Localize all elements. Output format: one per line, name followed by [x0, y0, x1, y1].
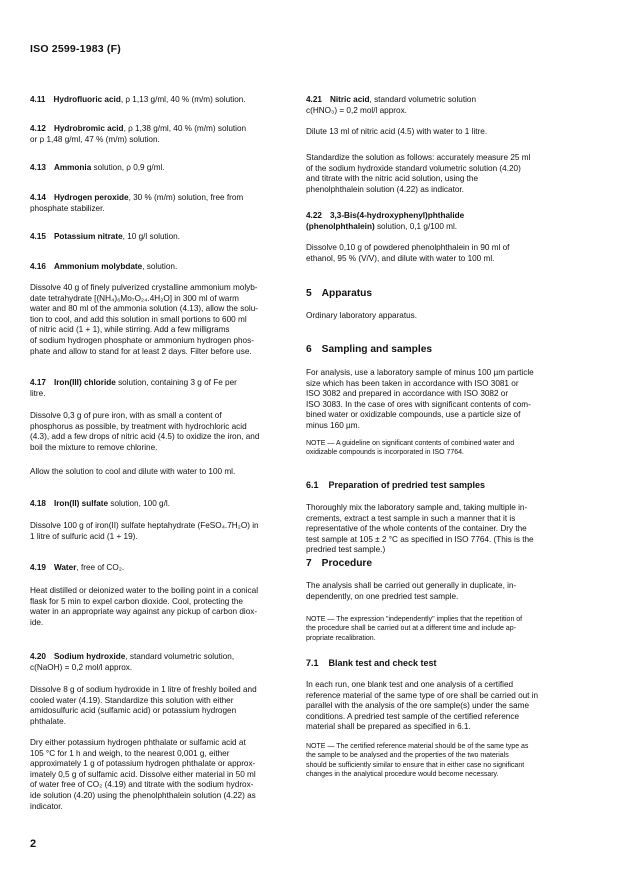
clause-4-21-body: Dilute 13 ml of nitric acid (4.5) with water to 1 litre.: [306, 127, 488, 136]
clause-4-20: 4.20 Sodium hydroxide, standard volumetric solution, c(NaOH) = 0,2 mol/l approx.: [30, 652, 235, 672]
clause-4-21: 4.21 Nitric acid, standard volumetric solution c(HNO₃) = 0,2 mol/l approx.: [306, 95, 477, 115]
clause-4-12: 4.12 Hydrobromic acid, ρ 1,38 g/ml, 40 % (m/m) solution or ρ 1,48 g/ml, 47 % (m/m) solution.: [30, 124, 247, 144]
clause-4-15: 4.15 Potassium nitrate, 10 g/l solution.: [30, 232, 180, 241]
clause-4-21-body2: Standardize the solution as follows: accurately measure 25 ml of the sodium hydroxide standard volumetric solution (4.20) and titrate with the nitric acid solution, using the phenolphthalein solution (4.22) as indicator.: [306, 153, 531, 194]
clause-4-17-body2: Allow the solution to cool and dilute with water to 100 ml.: [30, 467, 236, 476]
page-number: 2: [30, 838, 37, 850]
section-6-1-body: Thoroughly mix the laboratory sample and, taking multiple in- crements, extract a test sample in such a manner that it is representative of the whole contents of the container. Dry the test sample at 105 ± 2 °C as specified in ISO 7764. (This is the predried test sample.): [306, 503, 534, 555]
section-7-1-heading: 7.1 Blank test and check test: [306, 658, 437, 668]
clause-4-18: 4.18 Iron(II) sulfate solution, 100 g/l.: [30, 499, 170, 508]
section-6-heading: 6 Sampling and samples: [306, 344, 433, 355]
document-header: ISO 2599-1983 (F): [30, 43, 121, 55]
clause-4-22-body: Dissolve 0,10 g of powdered phenolphthalein in 90 ml of ethanol, 95 % (V/V), and dilute with water to 100 ml.: [306, 243, 510, 263]
clause-4-22: 4.22 3,3-Bis(4-hydroxyphenyl)phthalide (phenolphthalein) solution, 0,1 g/100 ml.: [306, 211, 465, 231]
section-7-note: NOTE — The expression "independently" implies that the repetition of the procedure shall be carried out at a different time and include ap- propriate recalibration.: [306, 616, 523, 642]
section-5-heading: 5 Apparatus: [306, 288, 373, 299]
section-6-note: NOTE — A guideline on significant contents of combined water and oxidizable compounds is incorporated in ISO 7764.: [306, 440, 515, 457]
clause-4-20-body2: Dry either potassium hydrogen phthalate or sulfamic acid at 105 °C for 1 h and weigh, to the nearest 0,001 g, either approximately 1 g of potassium hydrogen phthalate or approx- imately 0,5 g of sulfamic acid. Dissolve either material in 50 ml of water free of CO₂ (4.19) and titrate with the sodium hydrox- ide solution (4.20) using the phenolphthalein solution (4.22) as indicator.: [30, 738, 256, 811]
section-5-body: Ordinary laboratory apparatus.: [306, 311, 418, 320]
clause-4-14: 4.14 Hydrogen peroxide, 30 % (m/m) solution, free from phosphate stabilizer.: [30, 193, 244, 213]
clause-4-18-body: Dissolve 100 g of iron(II) sulfate heptahydrate (FeSO₄.7H₂O) in 1 litre of sulfuric acid (1 + 19).: [30, 521, 259, 541]
clause-4-17: 4.17 Iron(III) chloride solution, containing 3 g of Fe per litre.: [30, 378, 237, 398]
clause-4-16-body: Dissolve 40 g of finely pulverized crystalline ammonium molyb- date tetrahydrate [(NH₄)₆Mo₇O₂₄.4H₂O] in 300 ml of warm water and 80 ml of the ammonia solution (4.13), allow the solu- tion to cool, and add this solution in small portions to 600 ml of nitric acid (1 + 1), while stirring. Add a few milligrams of sodium hydrogen phosphate or ammonium hydrogen phos- phate and allow to stand for at least 2 days. Filter before use.: [30, 283, 259, 356]
clause-4-16: 4.16 Ammonium molybdate, solution.: [30, 262, 178, 271]
section-7-1-note: NOTE — The certified reference material should be of the same type as the sample to be analysed and the properties of the two materials should be sufficiently similar to ensure that in either case no significant changes in the analytical procedure would become necessary.: [306, 743, 529, 779]
clause-4-20-body: Dissolve 8 g of sodium hydroxide in 1 litre of freshly boiled and cooled water (4.19). Standardize this solution with either amidosulfuric acid (sulfamic acid) or potassium hydrogen phthalate.: [30, 685, 257, 726]
clause-4-19-body: Heat distilled or deionized water to the boiling point in a conical flask for 5 min to expel carbon dioxide. Cool, protecting the water in an appropriate way against any pickup of carbon diox- ide.: [30, 586, 259, 627]
section-6-body: For analysis, use a laboratory sample of minus 100 µm particle size which has been taken in accordance with ISO 3081 or ISO 3082 and prepared in accordance with ISO 3082 or ISO 3083. In the case of ores with significant contents of com- bined water or oxidizable compounds, use a particle size of minus 160 µm.: [306, 368, 534, 430]
section-7-heading: 7 Procedure: [306, 558, 373, 569]
clause-4-11: 4.11 Hydrofluoric acid, ρ 1,13 g/ml, 40 % (m/m) solution.: [30, 95, 246, 104]
section-6-1-heading: 6.1 Preparation of predried test samples: [306, 480, 486, 490]
clause-4-19: 4.19 Water, free of CO₂.: [30, 563, 125, 572]
clause-4-13: 4.13 Ammonia solution, ρ 0,9 g/ml.: [30, 163, 165, 172]
section-7-body: The analysis shall be carried out generally in duplicate, in- dependently, on one predried test sample.: [306, 581, 517, 601]
section-7-1-body: In each run, one blank test and one analysis of a certified reference material of the same type of ore shall be carried out in parallel with the analysis of the ore sample(s) under the same conditions. A predried test sample of the certified reference material shall be prepared as specified in 6.1.: [306, 680, 539, 732]
clause-4-17-body: Dissolve 0,3 g of pure iron, with as small a content of phosphorus as possible, by treatment with hydrochloric acid (4.3), add a few drops of nitric acid (4.5) to oxidize the iron, and boil the mixture to remove chlorine.: [30, 411, 260, 452]
